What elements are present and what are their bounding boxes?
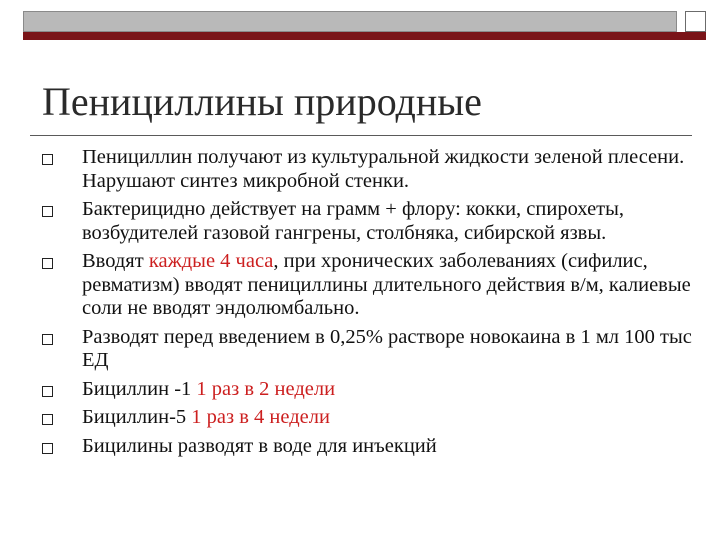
bullet-text-part: Бициллин -1	[82, 377, 197, 400]
bullet-text-part: Вводят	[82, 250, 149, 272]
bullet-item	[42, 406, 702, 430]
bullet-item	[42, 378, 702, 402]
bullet-item	[42, 250, 702, 321]
bullet-text-part: Бициллин-5	[82, 406, 192, 428]
bullet-item	[42, 198, 702, 245]
hollow-square-bullet-icon	[42, 258, 53, 269]
hollow-square-bullet-icon	[42, 206, 53, 217]
bullet-text	[82, 146, 684, 192]
header-accent-line	[23, 32, 706, 40]
bullet-text-part: , при хронических заболеваниях (сифилис, ревматизм) вводят пенициллины длительного действия в/м, калиевые соли не вводят эндолюмбально.	[82, 250, 691, 319]
bullet-item	[42, 326, 702, 373]
bullet-text	[82, 378, 335, 400]
bullet-text-part: Бицилины разводят в воде для инъекций	[82, 434, 437, 457]
slide-title: Пенициллины природные	[42, 79, 482, 124]
highlighted-text: 1 раз в 2 недели	[196, 377, 336, 400]
bullet-text	[82, 198, 624, 244]
hollow-square-bullet-icon	[42, 414, 53, 425]
header-corner-square	[685, 11, 706, 32]
bullet-text-part: Пенициллин получают из культуральной жидкости зеленой плесени. Нарушают синтез микробной стенки.	[82, 146, 685, 192]
hollow-square-bullet-icon	[42, 386, 53, 397]
bullet-text	[82, 326, 692, 372]
bullet-item	[42, 435, 702, 459]
hollow-square-bullet-icon	[42, 154, 53, 165]
bullet-item	[42, 146, 702, 193]
bullet-text-part: Разводят перед введением в 0,25% растворе новокаина в 1 мл 100 тыс ЕД	[82, 325, 692, 371]
title-divider	[30, 135, 692, 136]
bullet-text	[82, 406, 330, 428]
bullet-text	[82, 250, 691, 319]
bullet-text	[82, 435, 437, 457]
highlighted-text: 1 раз в 4 недели	[191, 406, 330, 428]
hollow-square-bullet-icon	[42, 334, 53, 345]
hollow-square-bullet-icon	[42, 443, 53, 454]
header-gray-bar	[23, 11, 677, 32]
highlighted-text: каждые 4 часа	[148, 250, 274, 272]
bullet-text-part: Бактерицидно действует на грамм + флору: кокки, спирохеты, возбудителей газовой гангрены, столбняка, сибирской язвы.	[82, 198, 625, 244]
bullet-list	[42, 146, 702, 463]
